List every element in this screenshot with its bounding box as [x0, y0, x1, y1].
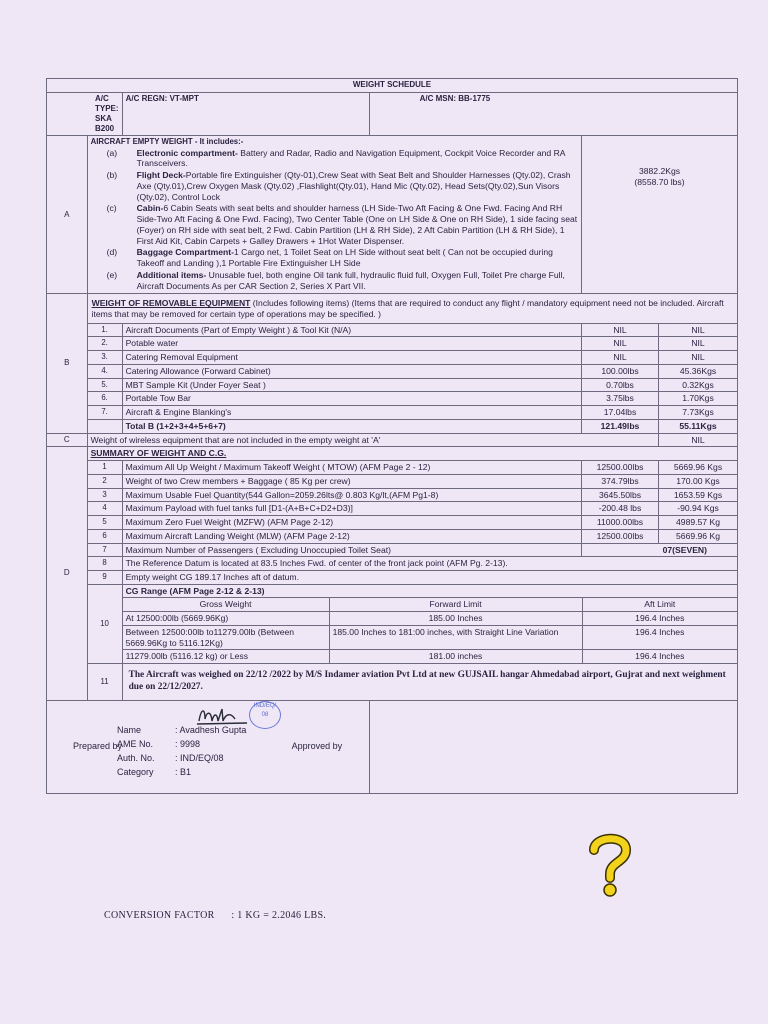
empty-weight-items: [91, 148, 578, 292]
conversion-label: CONVERSION FACTOR: [104, 910, 215, 921]
section-b-heading: WEIGHT OF REMOVABLE EQUIPMENT (Includes following items) (Items that are required to conduct any flight / mandatory equipment need not be included. Aircraft items that may be removed for certain type of operations may be specified. ): [87, 294, 737, 323]
aircraft-registration: A/C REGN: VT-MPT: [122, 93, 369, 136]
list-item: (a) Electronic compartment- Battery and Radar, Radio and Navigation Equipment, Cockpit Voice Recorder and RA Transceivers.: [106, 147, 566, 169]
empty-weight-lbs: (8558.70 lbs): [634, 176, 685, 187]
prepared-by-label: Prepared by: [73, 740, 123, 751]
list-item: Name : Avadhesh Gupta: [117, 724, 247, 735]
cg-range-table: [123, 585, 737, 663]
cg-col-gross: Gross Weight: [123, 598, 330, 612]
table-row: 7. Aircraft & Engine Blanking's 17.04lbs 7.73Kgs: [47, 406, 738, 420]
section-d-title: SUMMARY OF WEIGHT AND C.G.: [87, 447, 737, 461]
section-a-content: [87, 136, 581, 294]
section-c-desc: Weight of wireless equipment that are not included in the empty weight at 'A': [87, 433, 658, 447]
table-row: 8 The Reference Datum is located at 83.5 Inches Fwd. of center of the front jack point (AFM Pg. 2-13).: [47, 557, 738, 571]
table-row: 9 Empty weight CG 189.17 Inches aft of datum.: [47, 570, 738, 584]
table-row: 6. Portable Tow Bar 3.75lbs 1.70Kgs: [47, 392, 738, 406]
table-row: 1 Maximum All Up Weight / Maximum Takeoff Weight ( MTOW) (AFM Page 2 - 12) 12500.00lbs 5669.96 Kgs: [47, 461, 738, 475]
empty-weight-kg: 3882.2Kgs: [638, 166, 681, 176]
section-d-letter: D: [47, 447, 88, 700]
table-row: 1. Aircraft Documents (Part of Empty Weight ) & Tool Kit (N/A) NIL NIL: [47, 323, 738, 337]
table-row: Between 12500:00lb to11279.00lb (Between 5669.96Kg to 5116.12Kg) 185.00 Inches to 181:00 inches, with Straight Line Variation 196.4 Inches: [123, 625, 737, 649]
list-item: (d) Baggage Compartment-1 Cargo net, 1 Toilet Seat on LH Side without seat belt ( Can not be occupied during Takeoff and Landing ),1 Portable Fire Extinguisher LH Side: [106, 247, 553, 269]
table-row: 5 Maximum Zero Fuel Weight (MZFW) (AFM Page 2-12) 11000.00lbs 4989.57 Kg: [47, 516, 738, 530]
section-a-letter: A: [47, 136, 88, 294]
table-row: 2 Weight of two Crew members + Baggage ( 85 Kg per crew) 374.79lbs 170.00 Kgs: [47, 474, 738, 488]
table-row: 11 The Aircraft was weighed on 22/12 /2022 by M/S Indamer aviation Pvt Ltd at new GUJSAIL hangar Ahmedabad airport, Gujrat and next weighment due on 22/12/2027.: [47, 664, 738, 701]
list-item: AME No. : 9998: [117, 738, 201, 749]
list-item: Category : B1: [117, 766, 192, 777]
table-row: 2. Potable water NIL NIL: [47, 337, 738, 351]
section-a-heading: AIRCRAFT EMPTY WEIGHT - It includes:-: [90, 137, 244, 146]
table-row: 4 Maximum Payload with fuel tanks full [D1-(A+B+C+D2+D3)] -200.48 lbs -90.94 Kgs: [47, 502, 738, 516]
table-row: At 12500:00lb (5669.96Kg) 185.00 Inches 196.4 Inches: [123, 612, 737, 626]
section-c-value: NIL: [659, 433, 738, 447]
list-item: Auth. No. : IND/EQ/08: [117, 752, 224, 763]
preparer-details: [117, 723, 246, 779]
cg-col-aft: Aft Limit: [582, 598, 737, 612]
auth-stamp: IND/EQ/ 08: [249, 701, 281, 729]
approved-by-cell: [291, 700, 737, 793]
list-item: (b) Flight Deck-Portable fire Extinguisher (Qty-01),Crew Seat with Seat Belt and Shoulder Harnesses (Qty.02), Crash Axe (Qty.01),Crew Oxygen Mask (Qty.02) ,Flashlight(Qty.01), Hand Mic (Qty.02), Head Sets(Qty.02),Sun Visors (Qty.02), Control Lock: [106, 170, 571, 202]
table-row: 6 Maximum Aircraft Landing Weight (MLW) (AFM Page 2-12) 12500.00lbs 5669.96 Kg: [47, 529, 738, 543]
aircraft-msn: A/C MSN: BB-1775: [369, 93, 737, 136]
total-row: Total B (1+2+3+4+5+6+7) 121.49lbs 55.11Kgs: [47, 419, 738, 433]
empty-weight-value: [582, 136, 738, 294]
table-row: 5. MBT Sample Kit (Under Foyer Seat ) 0.70lbs 0.32Kgs: [47, 378, 738, 392]
cg-range-row: 10 CG Range (AFM Page 2-12 & 2-13) Gross Weight Forward Limit Aft Limit At 12500:00lb (5669.96Kg) 185.00 Inches 196.4 Inches Between 12500:00lb to11279.00lb (Between 5669.96Kg to 5116.12Kg) 185.00 Inches to 181:00 inches, with Straight Line Variation 196.4 Inches 11279.00lb (5116.12 kg) or Less 181.00 inches 196.4 Inches: [47, 584, 738, 663]
document-title: WEIGHT SCHEDULE: [47, 79, 738, 93]
list-item: (c) Cabin-6 Cabin Seats with seat belts and shoulder harness (LH Side-Two Aft Facing & One Fwd. Facing And RH Side-Two Aft Facing & One Fwd. Facing), Two Center Table (One on LH Side & One on RH Side), 1 side facing seat (Foyer) on RH side with seat belt, 2 Fwd. Cabin Partition (LH & RH Side), 2 Aft Cabin Partition (LH & RH Side), 1 First Aid Kit, Cabin Carpets + Galley Drawers + 1Hot Water Dispenser.: [106, 203, 578, 246]
conversion-factor: [104, 910, 326, 921]
question-mark-icon: [586, 832, 634, 900]
cg-range-title: CG Range (AFM Page 2-12 & 2-13): [125, 585, 265, 596]
table-row: 4. Catering Allowance (Forward Cabinet) 100.00lbs 45.36Kgs: [47, 364, 738, 378]
section-b-letter: B: [47, 294, 88, 433]
conversion-value: : 1 KG = 2.2046 LBS.: [231, 910, 327, 921]
table-row: 3 Maximum Usable Fuel Quantity(544 Gallon=2059.26lts@ 0.803 Kg/lt,(AFM Pg1-8) 3645.50lbs 1653.59 Kgs: [47, 488, 738, 502]
list-item: (e) Additional items- Unusable fuel, both engine Oil tank full, hydraulic fluid full, Oxygen Full, Toilet Pre charge Full, Aircraft Documents As per CAR Section 2, Series X Part VII.: [106, 269, 565, 291]
table-row: 7 Maximum Number of Passengers ( Excluding Unoccupied Toilet Seat) 07(SEVEN): [47, 543, 738, 557]
approved-by-label: Approved by: [291, 740, 343, 751]
table-row: 3. Catering Removal Equipment NIL NIL: [47, 351, 738, 365]
weight-schedule-table: [46, 78, 738, 794]
section-c-letter: C: [47, 433, 88, 447]
cg-col-forward: Forward Limit: [329, 598, 582, 612]
table-row: 11279.00lb (5116.12 kg) or Less 181.00 inches 196.4 Inches: [123, 650, 737, 663]
table-row: [47, 433, 738, 447]
weight-schedule-sheet: [46, 78, 738, 794]
weighment-note: The Aircraft was weighed on 22/12 /2022 by M/S Indamer aviation Pvt Ltd at new GUJSAIL hangar Ahmedabad airport, Gujrat and next weighment due on 22/12/2027.: [122, 664, 737, 701]
aircraft-type: A/C TYPE: SKA B200: [47, 93, 123, 136]
